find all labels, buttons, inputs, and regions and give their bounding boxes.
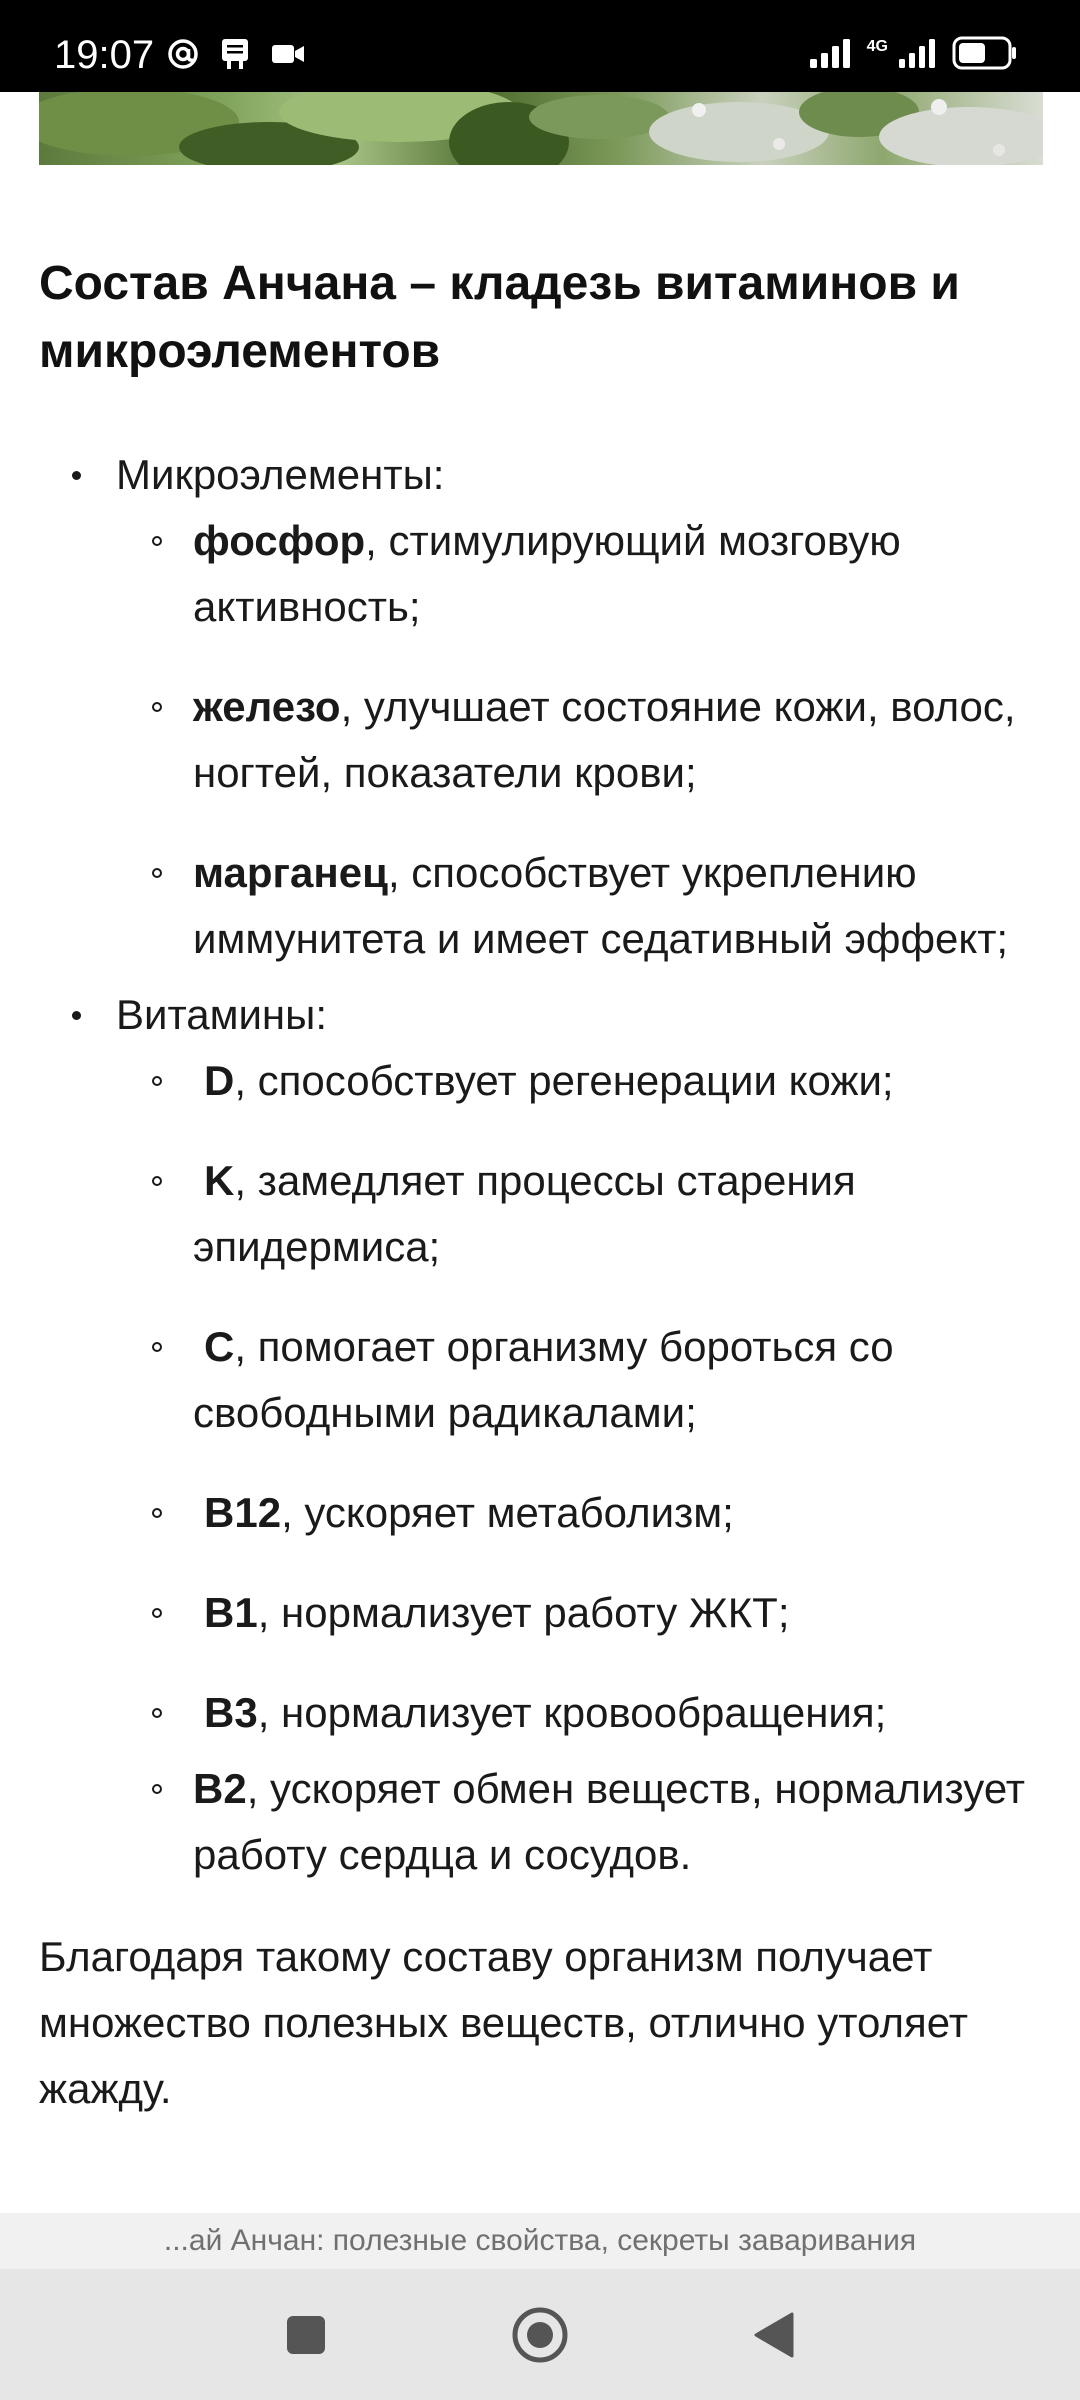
item-text: , нормализует работу ЖКТ; [257,1589,790,1636]
page-title-bar[interactable]: ...ай Анчан: полезные свойства, секреты заваривания [0,2213,1080,2269]
bullet-disc-icon [72,471,81,480]
item-term: фосфор [193,517,366,564]
bullet-disc-icon [72,1011,81,1020]
item-term: B3 [204,1689,258,1736]
status-bar [0,0,1080,92]
status-right-icons [809,34,1018,76]
list-item [116,1148,1049,1280]
navigation-bar [0,2269,1080,2400]
item-text: , замедляет процессы старения эпидермиса; [193,1157,856,1270]
bullet-circle-icon [152,702,162,712]
item-term: D [204,1057,235,1104]
item-term: K [204,1157,235,1204]
bullet-circle-icon [152,1342,162,1352]
recents-button[interactable] [276,2309,336,2365]
item-text: , способствует укреплению иммунитета и имеет седативный эффект; [193,849,1009,962]
list-item [116,508,1049,640]
home-button[interactable] [510,2309,570,2365]
list-item [116,1756,1049,1888]
item-term: марганец [193,849,388,896]
group-label: Витамины: [116,991,327,1038]
bullet-circle-icon [152,1176,162,1186]
group-label: Микроэлементы: [116,451,445,498]
item-text: , способствует регенерации кожи; [234,1057,894,1104]
status-time: 19:07 [54,33,155,77]
article-body [39,250,1049,2122]
item-term: железо [193,683,341,730]
item-term: B2 [193,1765,247,1812]
vitamins-list [116,1048,1049,1888]
bullet-circle-icon [152,536,162,546]
list-group-microelements [39,442,1049,972]
video-camera-icon [270,41,306,72]
bullet-circle-icon [152,1784,162,1794]
bullet-circle-icon [152,1708,162,1718]
list-item [116,674,1049,806]
back-button[interactable] [744,2309,804,2365]
summary-paragraph: Благодаря такому составу организм получает множество полезных веществ, отлично утоляет жажду. [39,1933,968,2112]
signal-4g-icon [898,37,938,74]
composition-list [39,442,1049,1888]
item-text: , стимулирующий мозговую активность; [193,517,901,630]
hero-plant-image [39,92,1043,165]
item-text: , ускоряет метаболизм; [281,1489,734,1536]
microelements-list [116,508,1049,972]
list-item [116,1680,1049,1746]
item-text: , помогает организму бороться со свободными радикалами; [193,1323,894,1436]
item-text: , улучшает состояние кожи, волос, ногтей, показатели крови; [193,683,1016,796]
list-item [116,1048,1049,1114]
item-text: , нормализует кровообращения; [257,1689,887,1736]
bullet-circle-icon [152,1076,162,1086]
bullet-circle-icon [152,868,162,878]
back-triangle-icon [752,2311,796,2364]
item-text: , ускоряет обмен веществ, нормализует работу сердца и сосудов. [193,1765,1026,1878]
bullet-circle-icon [152,1608,162,1618]
status-left-icons [166,36,306,76]
signal-icon [809,37,853,74]
bullet-circle-icon [152,1508,162,1518]
home-circle-icon [511,2306,569,2369]
item-term: C [204,1323,235,1370]
item-term: B12 [204,1489,282,1536]
item-term: B1 [204,1589,258,1636]
battery-icon [952,36,1018,75]
ereader-icon [218,37,252,76]
list-item [116,1480,1049,1546]
list-item [116,840,1049,972]
list-item [116,1580,1049,1646]
network-type-label: 4G [866,38,888,55]
list-item [116,1314,1049,1446]
at-sign-icon [166,37,200,76]
list-group-vitamins [39,982,1049,1888]
section-heading: Состав Анчана – кладезь витаминов и микроэлементов [39,257,960,378]
recents-square-icon [286,2315,326,2360]
